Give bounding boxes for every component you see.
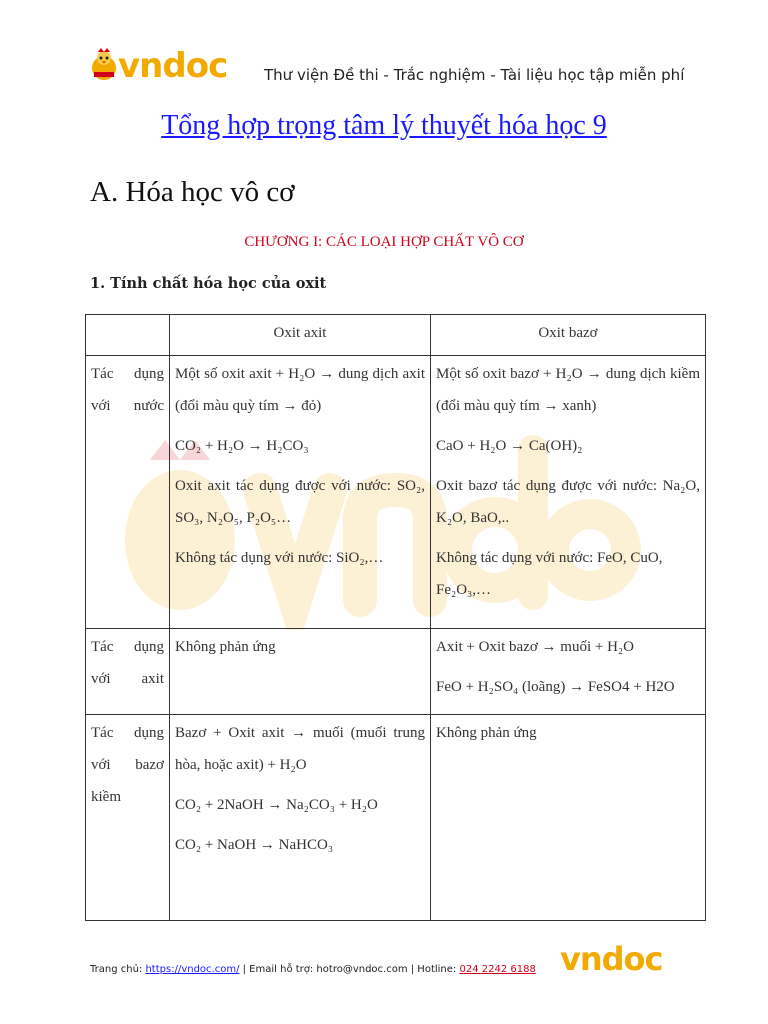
table-cell — [170, 356, 431, 629]
equation: CO₂ + H₂O → H₂CO₃ — [175, 438, 309, 454]
header-tagline: Thư viện Đề thi - Trắc nghiệm - Tài liệu học tập miễn phí — [264, 66, 685, 84]
footer — [90, 964, 536, 975]
cell-text: Không phản ứng — [436, 725, 537, 741]
equation: Axit + Oxit bazơ → muối + H₂O — [436, 639, 634, 655]
hotline-link[interactable]: 024 2242 6188 — [459, 964, 536, 975]
row-label: Tác dụng với nước — [86, 356, 170, 629]
cell-text: Oxit bazơ tác dụng được với nước: Na₂O, K₂O, BaO,.. — [436, 478, 700, 526]
cell-text: Không phản ứng — [175, 639, 276, 655]
vndoc-logo[interactable] — [88, 44, 228, 88]
footer-prefix: Trang chủ: — [90, 964, 146, 975]
document-title: Tổng hợp trọng tâm lý thuyết hóa học 9 — [161, 110, 607, 141]
row-label: Tác dụng với axit — [86, 629, 170, 715]
header-cell-empty — [86, 315, 170, 356]
row-label: Tác dụng với bazơ kiềm — [86, 715, 170, 921]
subheading: 1. Tính chất hóa học của oxit — [90, 275, 327, 292]
header-cell-oxit-bazo: Oxit bazơ — [431, 315, 706, 356]
table-row — [86, 356, 706, 629]
equation: CO₂ + NaOH → NaHCO₃ — [175, 837, 334, 853]
home-link[interactable]: https://vndoc.com/ — [145, 964, 240, 975]
table-cell — [170, 715, 431, 921]
cell-text: Bazơ + Oxit axit → muối (muối trung hòa, hoặc axit) + H₂O — [175, 725, 425, 773]
cell-text: Một số oxit bazơ + H₂O → dung dịch kiềm (đổi màu quỳ tím → xanh) — [436, 366, 700, 414]
equation: FeO + H₂SO₄ (loãng) → FeSO4 + H2O — [436, 679, 675, 695]
table-cell — [431, 356, 706, 629]
footer-logo[interactable]: vndoc — [560, 940, 663, 978]
table-cell — [431, 715, 706, 921]
table-header-row — [86, 315, 706, 356]
cell-text: Một số oxit axit + H₂O → dung dịch axit (đổi màu quỳ tím → đỏ) — [175, 366, 425, 414]
equation: CO₂ + 2NaOH → Na₂CO₃ + H₂O — [175, 797, 378, 813]
cell-text: Oxit axit tác dụng được với nước: SO₂, SO₃, N₂O₅, P₂O₅… — [175, 478, 425, 526]
table-row — [86, 629, 706, 715]
footer-email: | Email hỗ trợ: hotro@vndoc.com | Hotline: — [239, 964, 460, 975]
chapter-heading: CHƯƠNG I: CÁC LOẠI HỢP CHẤT VÔ CƠ — [244, 234, 524, 250]
cell-text: Không tác dụng với nước: FeO, CuO, Fe₂O₃,… — [436, 550, 663, 598]
header-cell-oxit-axit: Oxit axit — [170, 315, 431, 356]
equation: CaO + H₂O → Ca(OH)₂ — [436, 438, 583, 454]
section-heading: A. Hóa học vô cơ — [90, 176, 295, 208]
table-cell — [431, 629, 706, 715]
logo-text: vndoc — [118, 46, 228, 86]
cell-text: Không tác dụng với nước: SiO₂,… — [175, 550, 384, 566]
oxide-properties-table — [85, 314, 706, 921]
table-row — [86, 715, 706, 921]
table-cell — [170, 629, 431, 715]
chicken-mascot-icon — [88, 48, 120, 82]
